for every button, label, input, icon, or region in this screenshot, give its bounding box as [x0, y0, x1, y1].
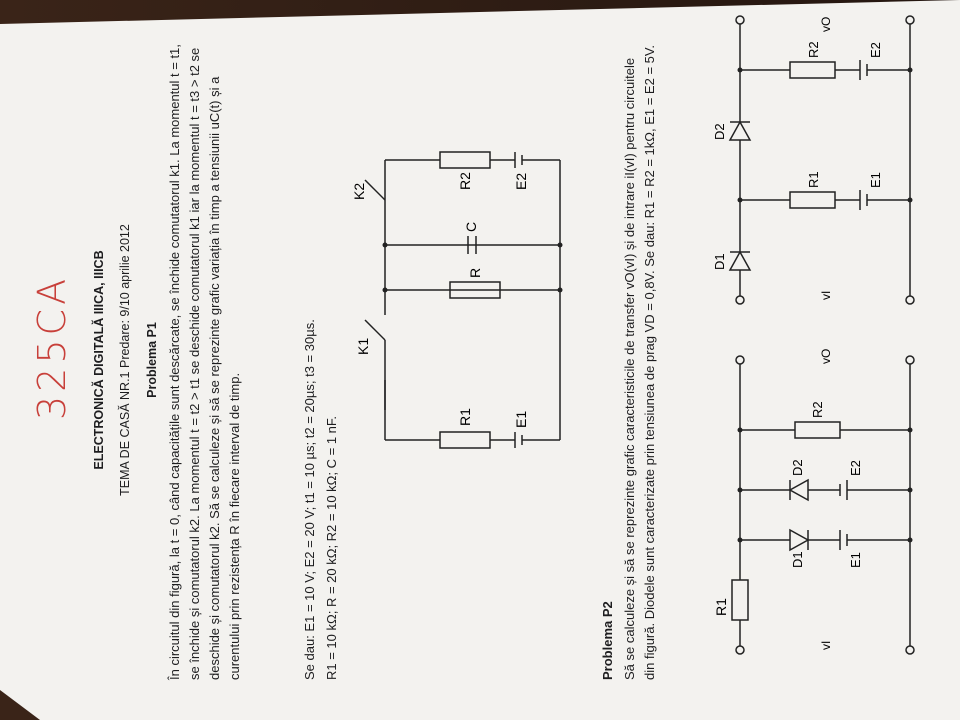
label-r2: R2 [457, 172, 473, 190]
p2-right-label-vo: vO [819, 16, 833, 32]
p2-right-label-vi: vI [819, 290, 833, 300]
label-c: C [463, 221, 479, 232]
p2-right-label-r1: R1 [806, 171, 821, 188]
p2-right-label-r2: R2 [806, 41, 821, 58]
handwritten-group-mark: 325CA [30, 274, 74, 420]
problem-2-heading: Problema P2 [600, 601, 615, 680]
p2-right-label-d2: D2 [712, 123, 727, 140]
p2-left-label-r1: R1 [713, 598, 729, 616]
p2-right-label-e1: E1 [868, 172, 883, 188]
document-title: ELECTRONICĂ DIGITALĂ IIICA, IIICB [92, 250, 106, 470]
label-k1: K1 [355, 337, 371, 355]
p2-left-label-d2: D2 [790, 459, 805, 476]
label-k2: K2 [351, 182, 367, 200]
problem-1-given-values: Se dau: E1 = 10 V; E2 = 20 V; t1 = 10 µs; t2 = 20µs; t3 = 30µs. [302, 319, 317, 680]
p2-left-label-vi: vI [819, 640, 833, 650]
label-r1: R1 [457, 408, 473, 426]
circuit-p2-left-diagram [710, 340, 940, 660]
document-subtitle: TEMA DE CASĂ NR.1 Predare: 9/10 aprilie 2012 [118, 224, 132, 496]
p2-left-label-e2: E2 [848, 460, 863, 476]
p2-right-label-d1: D1 [712, 253, 727, 270]
p2-left-label-vo: vO [819, 348, 833, 364]
circuit-p2-right-diagram [710, 10, 940, 310]
label-e1: E1 [513, 410, 529, 428]
problem-1-statement: În circuitul din figură, la t = 0, când capacitățile sunt descărcate, se închide comutatorul k1. La momentul t = t1, se închide și comutatorul k2. La momentul t = t2 > t1 se deschide comutatorul k1 iar la momentul t = t3 > t2 se deschide și comutatorul k2. Să se calculeze și să se reprezinte grafic variația în timp a tensiunii uC(t) și a curentului prin rezistența R în fiecare interval de timp. [167, 44, 243, 680]
p2-left-label-d1: D1 [790, 551, 805, 568]
label-e2: E2 [513, 172, 529, 190]
problem-1-heading: Problema P1 [145, 322, 159, 398]
circuit-p1-diagram [350, 150, 600, 470]
problem-2-statement: Să se calculeze și să se reprezinte grafic caracteristicile de transfer vO(vI) și de intrare iI(vI) pentru circuitele din figură. Diodele sunt caracterizate prin tensiunea de prag VD = 0,8V. Se dau: R1 = R2 = 1kΩ, E1 = E2 = 5V. [622, 45, 658, 680]
p2-right-label-e2: E2 [868, 42, 883, 58]
p2-left-label-r2: R2 [810, 401, 825, 418]
problem-1-component-values: R1 = 10 kΩ; R = 20 kΩ; R2 = 10 kΩ; C = 1 nF. [324, 416, 339, 680]
p2-left-label-e1: E1 [848, 552, 863, 568]
label-r: R [467, 267, 483, 278]
